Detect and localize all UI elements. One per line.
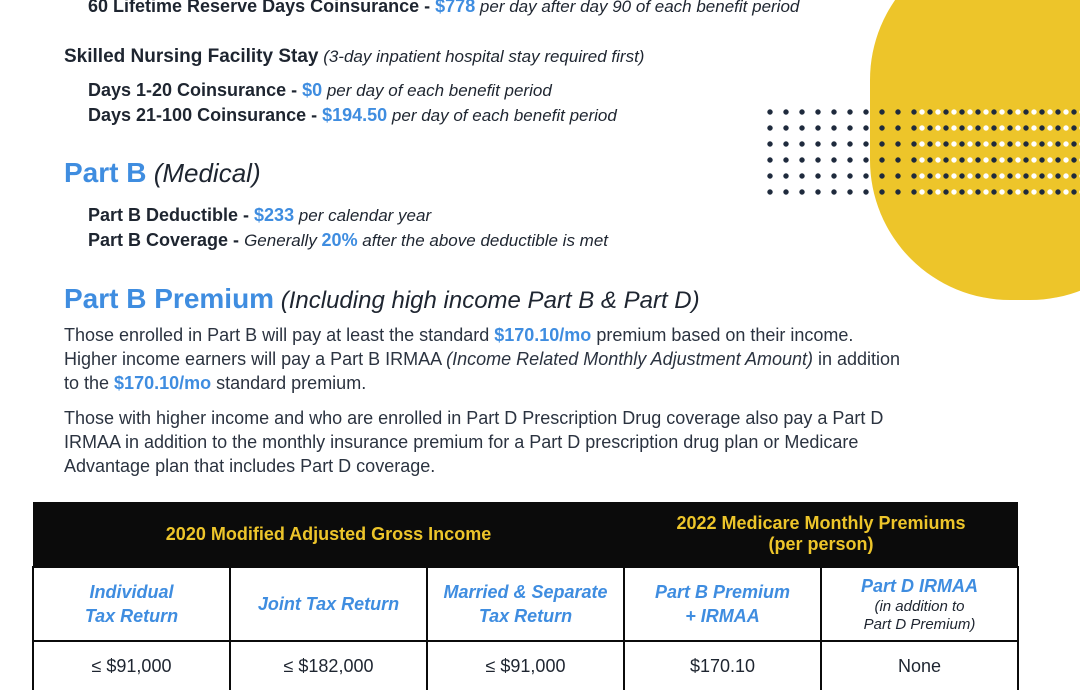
reserve-days-label: 60 Lifetime Reserve Days Coinsurance - xyxy=(88,0,436,16)
col-individual xyxy=(33,567,230,641)
header-premiums-line-1: 2022 Medicare Monthly Premiums xyxy=(676,513,966,533)
part-b-coverage-pct: 20% xyxy=(321,230,358,250)
premium-p1-c: Higher income earners will pay a Part B IRMAA xyxy=(64,349,447,369)
part-b-subtitle: (Medical) xyxy=(146,158,261,188)
col-part-d-irmaa-line-1: Part D IRMAA xyxy=(861,576,979,596)
reserve-days-amount: $778 xyxy=(435,0,476,16)
snf-row-1-amount: $0 xyxy=(302,80,323,100)
premium-p1-e: in addition xyxy=(813,349,901,369)
premium-p1-d: (Income Related Monthly Adjustment Amount) xyxy=(446,349,813,369)
part-b-coverage-line xyxy=(88,230,608,251)
snf-row-2-label: Days 21-100 Coinsurance - xyxy=(88,105,323,125)
premium-p1-b: premium based on their income. xyxy=(591,325,854,345)
part-b-title: Part B xyxy=(64,157,147,188)
part-b-deductible-line xyxy=(88,205,431,226)
premium-title: Part B Premium xyxy=(64,283,275,314)
premium-table xyxy=(32,502,1019,690)
header-premiums xyxy=(624,502,1018,567)
cell-part-b-premium: $170.10 xyxy=(624,641,821,690)
part-b-coverage-label: Part B Coverage - xyxy=(88,230,245,250)
snf-row-1-note: per day of each benefit period xyxy=(322,81,552,100)
premium-para-1-line-2 xyxy=(64,349,900,370)
col-individual-line-2: Tax Return xyxy=(84,606,179,626)
part-b-deductible-amount: $233 xyxy=(254,205,295,225)
table-subheader-row xyxy=(33,567,1018,641)
table-header-row xyxy=(33,502,1018,567)
reserve-days-note: per day after day 90 of each benefit period xyxy=(475,0,800,16)
premium-para-2-line-1: Those with higher income and who are enrolled in Part D Prescription Drug coverage also pay a Part D xyxy=(64,408,884,428)
col-married-separate-line-1: Married & Separate xyxy=(443,582,608,602)
premium-p1-amount: $170.10/mo xyxy=(494,325,592,345)
col-joint: Joint Tax Return xyxy=(230,567,427,641)
cell-joint: ≤ $182,000 xyxy=(230,641,427,690)
reserve-days-line xyxy=(88,0,799,17)
part-b-deductible-label: Part B Deductible - xyxy=(88,205,255,225)
col-part-b-premium-line-1: Part B Premium xyxy=(654,582,791,602)
snf-row-1-label: Days 1-20 Coinsurance - xyxy=(88,80,303,100)
premium-para-1-line-3 xyxy=(64,373,366,394)
col-married-separate xyxy=(427,567,624,641)
col-individual-line-1: Individual xyxy=(89,582,174,602)
col-part-d-irmaa xyxy=(821,567,1018,641)
part-b-coverage-note: after the above deductible is met xyxy=(357,231,609,250)
premium-p1-g: standard premium. xyxy=(211,373,367,393)
header-premiums-line-2: (per person) xyxy=(768,534,874,554)
part-b-heading xyxy=(64,157,261,189)
snf-row-2-note: per day of each benefit period xyxy=(387,106,617,125)
snf-row-2-amount: $194.50 xyxy=(322,105,388,125)
cell-part-d-irmaa: None xyxy=(821,641,1018,690)
col-part-b-premium xyxy=(624,567,821,641)
header-magi: 2020 Modified Adjusted Gross Income xyxy=(33,502,624,567)
table-row xyxy=(33,641,1018,690)
decorative-dot-pattern-light xyxy=(914,104,1080,204)
snf-title: Skilled Nursing Facility Stay xyxy=(64,46,319,67)
premium-p1-a: Those enrolled in Part B will pay at least the standard xyxy=(64,325,495,345)
premium-p1-f: to the xyxy=(64,373,115,393)
col-married-separate-line-2: Tax Return xyxy=(478,606,573,626)
premium-para-1-line-1 xyxy=(64,325,853,346)
premium-para-2-line-3: Advantage plan that includes Part D coverage. xyxy=(64,456,436,476)
premium-para-2-line-2: IRMAA in addition to the monthly insurance premium for a Part D prescription drug plan or Medicare xyxy=(64,432,859,452)
part-b-coverage-pre: Generally xyxy=(244,231,322,250)
premium-heading xyxy=(64,283,700,315)
snf-row-2 xyxy=(88,105,617,126)
col-part-b-premium-line-2: + IRMAA xyxy=(685,606,760,626)
premium-p1-amount-2: $170.10/mo xyxy=(114,373,212,393)
snf-heading xyxy=(64,46,644,68)
col-part-d-irmaa-line-3: Part D Premium) xyxy=(863,616,976,633)
snf-subtitle: (3-day inpatient hospital stay required first) xyxy=(318,47,645,66)
snf-row-1 xyxy=(88,80,552,101)
cell-individual: ≤ $91,000 xyxy=(33,641,230,690)
part-b-deductible-note: per calendar year xyxy=(294,206,432,225)
col-part-d-irmaa-line-2: (in addition to xyxy=(874,598,965,615)
cell-married-separate: ≤ $91,000 xyxy=(427,641,624,690)
premium-subtitle: (Including high income Part B & Part D) xyxy=(274,287,700,314)
